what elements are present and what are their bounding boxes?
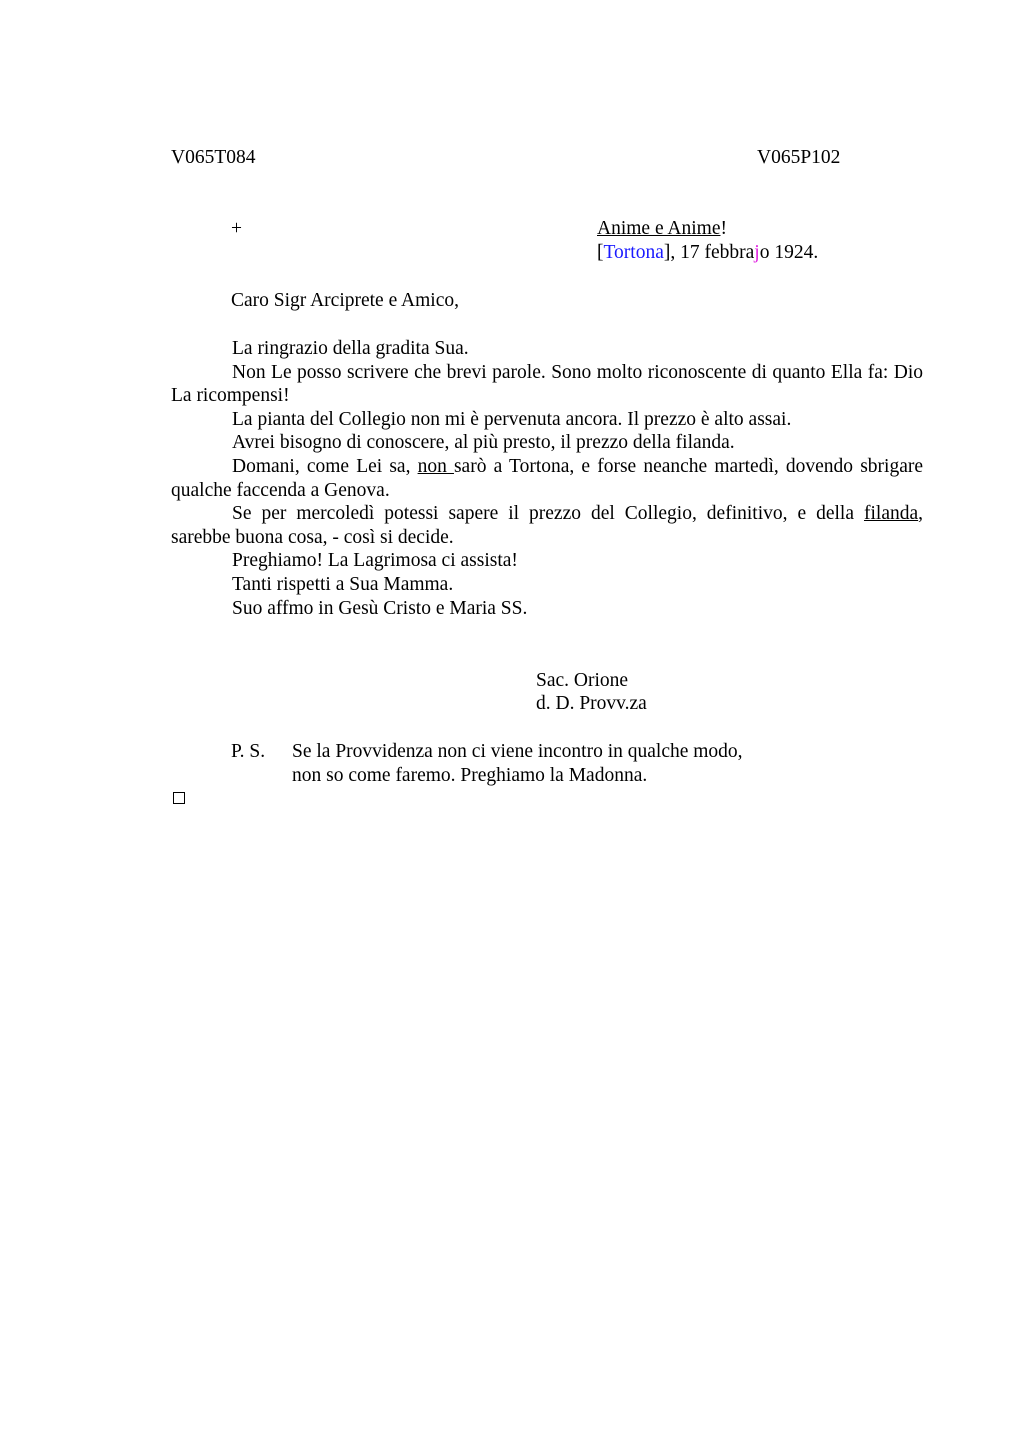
underlined-word: filanda [863, 503, 919, 525]
date-letter-j: j [754, 242, 760, 263]
paragraph-text: Se per mercoledì potessi sapere il prezzo del Collegio, definitivo, e della [232, 503, 864, 525]
date-bracket-open: [ [597, 242, 604, 263]
paragraph-text: , sarebbe buona cosa, - così si decide. [171, 503, 923, 548]
postscript-line-2: non so come faremo. Preghiamo la Madonna. [292, 765, 648, 786]
signature-name: Sac. Orione [536, 670, 629, 691]
letter-body [171, 337, 923, 620]
paragraph: Suo affmo in Gesù Cristo e Maria SS. [232, 597, 528, 619]
end-square-icon [173, 792, 185, 804]
paragraph [171, 455, 923, 502]
date-place: Tortona [603, 242, 664, 263]
paragraph: La ringrazio della gradita Sua. [232, 338, 469, 359]
underlined-word: non [417, 455, 454, 477]
paragraph: Tanti rispetti a Sua Mamma. [232, 573, 454, 595]
paragraph: Non Le posso scrivere che brevi parole. Sono molto riconoscente di quanto Ella fa: Dio La ricompensi! [171, 361, 923, 407]
letter-title-text: Anime e Anime [597, 218, 721, 239]
cross-mark: + [231, 218, 242, 239]
paragraph: Preghiamo! La Lagrimosa ci assista! [232, 550, 518, 572]
salutation: Caro Sigr Arciprete e Amico, [231, 290, 459, 311]
letter-title-suffix: ! [720, 218, 727, 239]
signature-title: d. D. Provv.za [536, 693, 647, 714]
date-middle: ], 17 febbra [663, 242, 755, 263]
letter-title [597, 217, 727, 241]
paragraph-text: sarò a Tortona, e forse neanche martedì, dovendo sbrigare qualche faccenda a Genova. [171, 455, 923, 501]
letter-date [597, 241, 818, 265]
postscript-line-1: Se la Provvidenza non ci viene incontro in qualche modo, [292, 741, 743, 762]
date-end: o 1924. [759, 242, 819, 263]
postscript-label: P. S. [231, 741, 266, 762]
document-code-right: V065P102 [757, 147, 841, 168]
document-code-left: V065T084 [171, 147, 256, 168]
paragraph [171, 502, 923, 549]
paragraph: La pianta del Collegio non mi è pervenuta ancora. Il prezzo è alto assai. [232, 408, 792, 430]
paragraph-text: Domani, come Lei sa, [232, 455, 418, 477]
paragraph: Avrei bisogno di conoscere, al più presto, il prezzo della filanda. [232, 432, 735, 454]
